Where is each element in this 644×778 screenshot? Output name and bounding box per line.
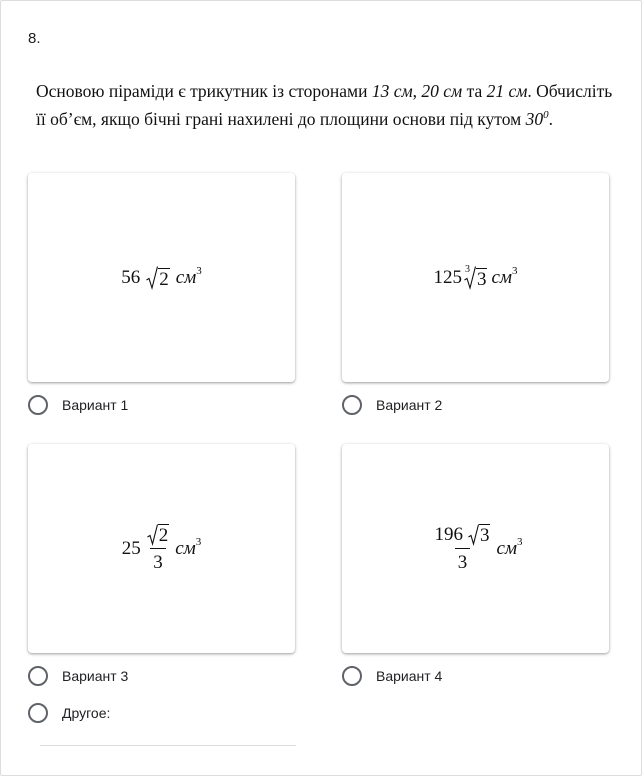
radio-button[interactable] bbox=[28, 703, 48, 723]
fraction bbox=[144, 524, 173, 573]
fraction-denominator: 3 bbox=[150, 548, 166, 573]
question-text-segment: та bbox=[462, 81, 487, 101]
root-index: 3 bbox=[464, 263, 470, 275]
square-root bbox=[147, 524, 170, 546]
radio-button[interactable] bbox=[28, 666, 48, 686]
unit-exponent: 3 bbox=[512, 264, 518, 277]
unit-exponent: 3 bbox=[195, 535, 202, 548]
formula-option-2 bbox=[433, 263, 518, 290]
radicand: 2 bbox=[158, 525, 169, 546]
question-text-segment: 30 bbox=[525, 108, 544, 129]
question-text-segment: Основою піраміди є трикутник із сторонами bbox=[36, 81, 372, 101]
formula-option-1 bbox=[121, 266, 202, 290]
formula-coefficient: 125 bbox=[433, 266, 462, 288]
formula-option-4 bbox=[428, 524, 522, 573]
option-4-image bbox=[342, 444, 609, 653]
option-2[interactable] bbox=[342, 395, 442, 415]
option-label: Вариант 3 bbox=[62, 668, 129, 684]
option-label: Вариант 2 bbox=[376, 397, 443, 413]
square-root bbox=[468, 524, 491, 546]
option-4[interactable] bbox=[342, 666, 442, 686]
option-other[interactable] bbox=[28, 703, 110, 723]
formula-coefficient: 56 bbox=[121, 266, 141, 288]
unit: см bbox=[496, 537, 518, 559]
unit: см bbox=[491, 266, 513, 288]
unit: см bbox=[175, 266, 197, 288]
option-3[interactable] bbox=[28, 666, 128, 686]
question-text bbox=[36, 79, 616, 131]
radio-button[interactable] bbox=[28, 395, 48, 415]
option-label: Вариант 1 bbox=[62, 397, 129, 413]
formula-coefficient: 25 bbox=[121, 537, 141, 559]
question-text-segment: 21 см bbox=[486, 81, 528, 101]
question-text-segment: . bbox=[548, 108, 553, 129]
question-text-segment: . Обчисліть її об’єм, якщо бічні грані нахилені до площини основи під кутом bbox=[36, 81, 613, 129]
unit-exponent: 3 bbox=[517, 535, 523, 548]
other-text-input[interactable] bbox=[40, 745, 296, 746]
radicand: 2 bbox=[159, 268, 169, 290]
question-text-segment: 13 см bbox=[371, 81, 413, 101]
formula-option-3 bbox=[122, 524, 202, 573]
option-2-image bbox=[342, 173, 609, 382]
fraction bbox=[431, 524, 493, 573]
option-1[interactable] bbox=[28, 395, 128, 415]
unit-exponent: 3 bbox=[196, 264, 202, 277]
option-1-image bbox=[28, 173, 295, 382]
option-label: Вариант 4 bbox=[376, 668, 443, 684]
question-text-segment: , bbox=[412, 81, 422, 101]
cube-root bbox=[464, 263, 488, 290]
question-number: 8. bbox=[28, 30, 41, 47]
radicand: 3 bbox=[479, 525, 490, 546]
question-text-segment: 0 bbox=[543, 109, 549, 121]
radicand: 3 bbox=[476, 268, 487, 290]
option-3-image bbox=[28, 444, 295, 653]
square-root bbox=[146, 266, 170, 290]
fraction-denominator: 3 bbox=[455, 548, 471, 573]
radio-button[interactable] bbox=[342, 395, 362, 415]
fraction-numerator bbox=[431, 524, 493, 548]
option-label: Другое: bbox=[62, 705, 111, 721]
question-text-segment: 20 см bbox=[421, 81, 463, 101]
unit: см bbox=[175, 537, 196, 559]
formula-coefficient: 196 bbox=[434, 524, 463, 545]
radio-button[interactable] bbox=[342, 666, 362, 686]
fraction-numerator bbox=[144, 524, 173, 548]
